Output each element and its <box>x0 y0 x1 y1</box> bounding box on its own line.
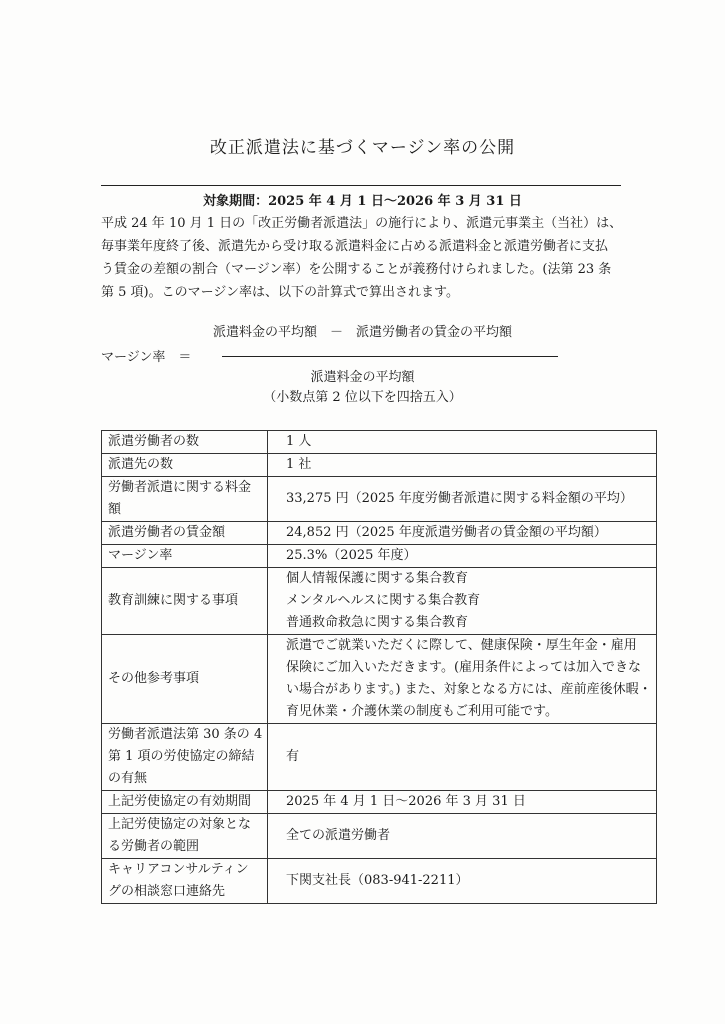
intro-paragraph <box>101 212 623 304</box>
row-value: 派遣でご就業いただくに際して、健康保険・厚生年金・雇用 保険にご加入いただきます。(雇用条件によっては加入できな い場合があります。) また、対象となる方には、産前産後休暇・ 育児休業・介護休業の制度もご利用可能です。 <box>268 635 657 724</box>
row-value: 1 人 <box>268 431 657 454</box>
table-row <box>102 454 657 477</box>
table-row <box>102 859 657 904</box>
document-title: 改正派遣法に基づくマージン率の公開 <box>209 138 516 158</box>
row-value: 有 <box>268 724 657 791</box>
row-label: キャリアコンサルティン グの相談窓口連絡先 <box>102 859 268 904</box>
row-value: 1 社 <box>268 454 657 477</box>
row-value: 個人情報保護に関する集合教育 メンタルヘルスに関する集合教育 普通救命救急に関する集合教育 <box>268 568 657 635</box>
table-row <box>102 791 657 814</box>
row-label: 教育訓練に関する事項 <box>102 568 268 635</box>
row-label: 派遣労働者の数 <box>102 431 268 454</box>
row-label: 労働者派遣に関する料金 額 <box>102 477 268 522</box>
table-row <box>102 814 657 859</box>
table-row <box>102 635 657 724</box>
margin-info-table <box>101 430 657 904</box>
table-row <box>102 477 657 522</box>
row-value: 全ての派遣労働者 <box>268 814 657 859</box>
table-row <box>102 724 657 791</box>
row-label: 上記労使協定の対象とな る労働者の範囲 <box>102 814 268 859</box>
target-period: 対象期間：2025 年 4 月 1 日～2026 年 3 月 31 日 <box>203 194 522 209</box>
table-row <box>102 522 657 545</box>
table-row <box>102 568 657 635</box>
row-value: 2025 年 4 月 1 日～2026 年 3 月 31 日 <box>268 791 657 814</box>
row-label: その他参考事項 <box>102 635 268 724</box>
row-value: 下関支社長（083-941-2211） <box>268 859 657 904</box>
title-divider <box>101 185 621 186</box>
row-label: 派遣労働者の賃金額 <box>102 522 268 545</box>
table-row <box>102 545 657 568</box>
intro-line: 毎事業年度終了後、派遣先から受け取る派遣料金に占める派遣料金と派遣労働者に支払 <box>101 239 609 254</box>
row-label: 労働者派遣法第 30 条の 4 第 1 項の労使協定の締結 の有無 <box>102 724 268 791</box>
formula-label: マージン率 ＝ <box>101 350 192 365</box>
row-label: 上記労使協定の有効期間 <box>102 791 268 814</box>
row-value: 33,275 円（2025 年度労働者派遣に関する料金額の平均） <box>268 477 657 522</box>
intro-line: 平成 24 年 10 月 1 日の「改正労働者派遣法」の施行により、派遣元事業主（当社）は、 <box>101 216 623 231</box>
intro-line: う賃金の差額の割合（マージン率）を公開することが義務付けられました。(法第 23 条 <box>101 262 612 277</box>
formula-denominator: 派遣料金の平均額 <box>310 370 415 385</box>
intro-line: 第 5 項)。このマージン率は、以下の計算式で算出されます。 <box>101 285 459 300</box>
row-value: 24,852 円（2025 年度派遣労働者の賃金額の平均額） <box>268 522 657 545</box>
formula-rounding-note: （小数点第 2 位以下を四捨五入） <box>263 390 462 405</box>
formula-fraction-line <box>222 356 558 357</box>
row-label: マージン率 <box>102 545 268 568</box>
row-value: 25.3%（2025 年度） <box>268 545 657 568</box>
formula-numerator: 派遣料金の平均額 － 派遣労働者の賃金の平均額 <box>212 325 512 340</box>
table-row <box>102 431 657 454</box>
row-label: 派遣先の数 <box>102 454 268 477</box>
